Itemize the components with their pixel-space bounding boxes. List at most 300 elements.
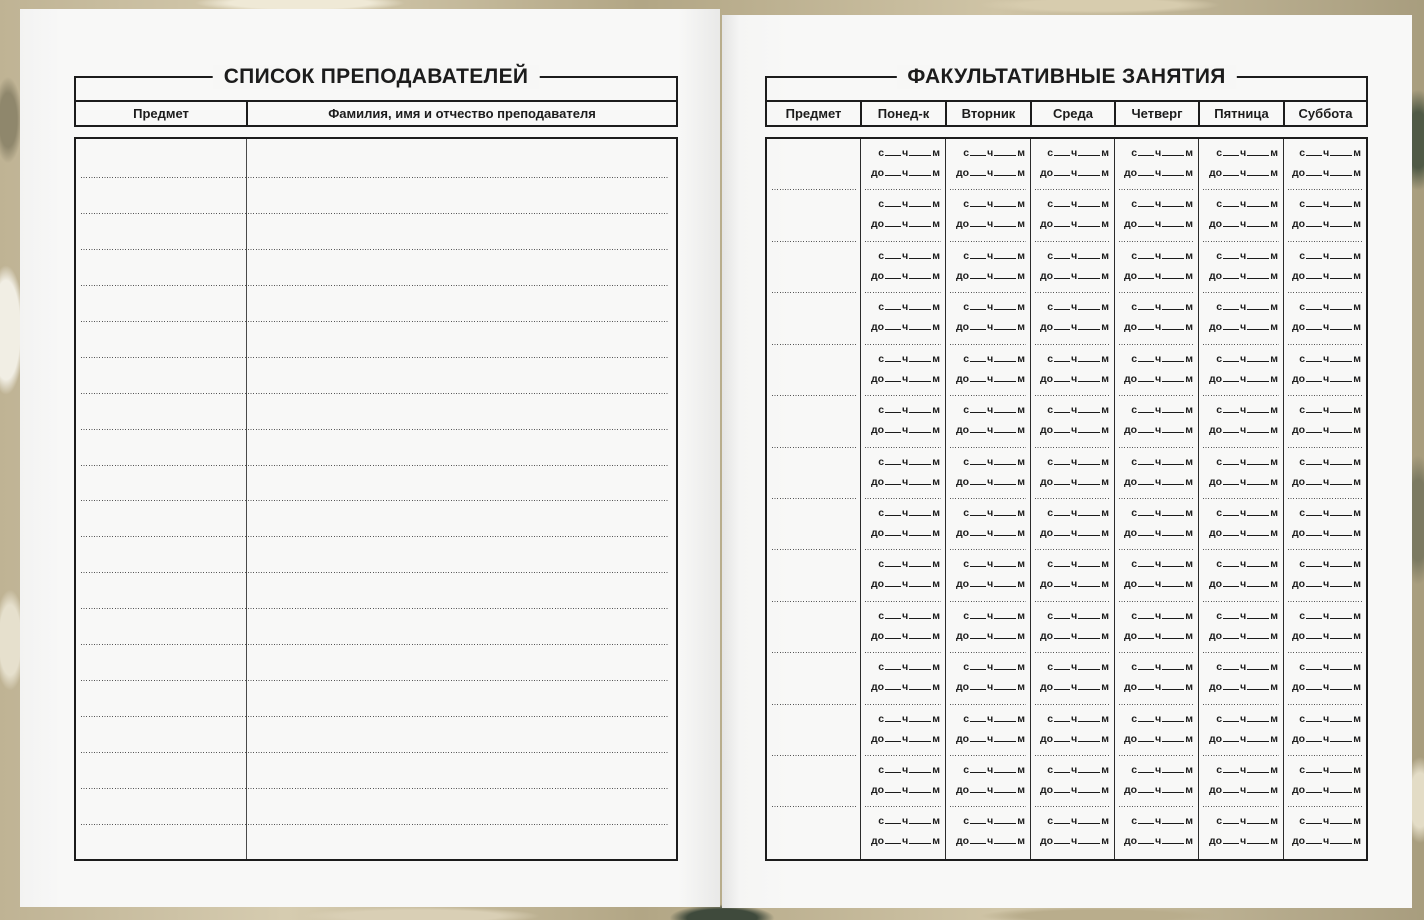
minutes-blank (1330, 823, 1352, 824)
time-slot-cell (1114, 705, 1198, 756)
end-prefix: до (1040, 784, 1054, 797)
time-slot-cell (1198, 602, 1283, 653)
end-prefix: до (956, 578, 970, 591)
hours-blank (1138, 741, 1154, 742)
hours-label: ч (987, 732, 994, 745)
minutes-blank (909, 535, 931, 536)
teacher-row-name (247, 645, 676, 681)
hours-label: ч (1071, 198, 1078, 211)
minutes-label: м (1017, 167, 1025, 179)
teacher-row-subject (76, 789, 247, 825)
minutes-label: м (1185, 558, 1193, 571)
hours-label: ч (1240, 558, 1247, 571)
hours-label: ч (1071, 218, 1078, 231)
start-prefix: с (1216, 352, 1223, 365)
start-time-line (1199, 452, 1278, 472)
hours-label: ч (1071, 558, 1078, 571)
start-prefix: с (1216, 301, 1223, 314)
hours-blank (1223, 155, 1239, 156)
hours-label: ч (1323, 558, 1330, 571)
time-slot-cell (1198, 139, 1283, 190)
hours-blank (1054, 618, 1070, 619)
hours-label: ч (1071, 712, 1078, 725)
minutes-label: м (1185, 815, 1193, 828)
hours-label: ч (1071, 661, 1078, 674)
end-time-line (1284, 831, 1361, 851)
hours-blank (1223, 669, 1239, 670)
hours-blank (1054, 206, 1070, 207)
minutes-label: м (1017, 218, 1025, 231)
teachers-column-headers (76, 100, 676, 125)
start-time-line (1284, 554, 1361, 574)
minutes-label: м (1101, 147, 1109, 159)
minutes-label: м (1185, 661, 1193, 674)
end-prefix: до (1292, 475, 1306, 488)
minutes-label: м (932, 558, 940, 571)
hours-label: ч (1323, 609, 1330, 622)
hours-blank (885, 823, 901, 824)
end-prefix: до (1209, 218, 1223, 231)
time-slot-cell (1030, 653, 1114, 704)
end-time-line (1031, 163, 1109, 183)
minutes-blank (1162, 432, 1184, 433)
minutes-label: м (1101, 475, 1109, 488)
end-prefix: до (1040, 681, 1054, 694)
minutes-label: м (1270, 609, 1278, 622)
hours-label: ч (1240, 218, 1247, 231)
start-time-line (1199, 143, 1278, 163)
end-prefix: до (1124, 526, 1138, 539)
hours-blank (1306, 669, 1322, 670)
teacher-row-name (247, 825, 676, 859)
start-prefix: с (1047, 609, 1054, 622)
optional-class-row (767, 602, 1366, 653)
start-time-line (946, 246, 1025, 266)
minutes-label: м (1270, 578, 1278, 591)
hours-blank (1223, 329, 1239, 330)
hours-blank (1138, 226, 1154, 227)
minutes-label: м (932, 526, 940, 539)
hours-label: ч (1155, 424, 1162, 437)
minutes-label: м (1353, 475, 1361, 488)
minutes-blank (1330, 381, 1352, 382)
end-time-line (861, 729, 940, 749)
time-slot-cell (1114, 653, 1198, 704)
minutes-label: м (1270, 167, 1278, 179)
minutes-blank (1162, 329, 1184, 330)
start-time-line (1199, 760, 1278, 780)
start-prefix: с (1299, 661, 1306, 674)
minutes-label: м (932, 609, 940, 622)
end-prefix: до (1040, 629, 1054, 642)
hours-label: ч (987, 404, 994, 417)
minutes-blank (1330, 772, 1352, 773)
minutes-label: м (1101, 629, 1109, 642)
start-time-line (861, 554, 940, 574)
hours-blank (885, 843, 901, 844)
start-time-line (861, 400, 940, 420)
hours-label: ч (1240, 764, 1247, 777)
hours-blank (1223, 689, 1239, 690)
minutes-label: м (1270, 352, 1278, 365)
hours-blank (885, 618, 901, 619)
start-time-line (1199, 194, 1278, 214)
end-prefix: до (956, 681, 970, 694)
hours-blank (885, 721, 901, 722)
start-prefix: с (1216, 712, 1223, 725)
minutes-blank (994, 464, 1016, 465)
hours-blank (1223, 843, 1239, 844)
time-slot-cell (860, 139, 945, 190)
end-time-line (1031, 266, 1109, 286)
minutes-label: м (1017, 404, 1025, 417)
hours-blank (970, 586, 986, 587)
minutes-label: м (932, 269, 940, 282)
hours-label: ч (1071, 147, 1078, 159)
end-time-line (1115, 317, 1193, 337)
start-time-line (1115, 657, 1193, 677)
column-header-monday: Понед-к (860, 102, 945, 125)
end-time-line (1199, 574, 1278, 594)
start-time-line (861, 709, 940, 729)
minutes-label: м (1017, 578, 1025, 591)
minutes-label: м (932, 681, 940, 694)
minutes-blank (1162, 792, 1184, 793)
minutes-blank (1078, 361, 1100, 362)
end-prefix: до (871, 784, 885, 797)
minutes-label: м (1270, 526, 1278, 539)
time-slot-cell (860, 705, 945, 756)
end-prefix: до (1040, 732, 1054, 745)
start-time-line (946, 143, 1025, 163)
end-prefix: до (1292, 526, 1306, 539)
start-prefix: с (1216, 815, 1223, 828)
minutes-label: м (1101, 301, 1109, 314)
end-prefix: до (1124, 681, 1138, 694)
teacher-row-subject (76, 825, 247, 859)
hours-label: ч (902, 558, 909, 571)
hours-blank (1223, 535, 1239, 536)
end-prefix: до (1124, 732, 1138, 745)
column-header-subject: Предмет (785, 106, 842, 121)
start-time-line (861, 349, 940, 369)
minutes-blank (994, 669, 1016, 670)
end-time-line (1284, 266, 1361, 286)
hours-label: ч (1155, 712, 1162, 725)
start-time-line (1115, 811, 1193, 831)
time-slot-cell (1198, 448, 1283, 499)
start-time-line (1031, 811, 1109, 831)
start-prefix: с (1131, 198, 1138, 211)
hours-label: ч (902, 269, 909, 282)
minutes-label: м (1185, 249, 1193, 262)
hours-label: ч (987, 661, 994, 674)
start-time-line (861, 297, 940, 317)
end-prefix: до (871, 218, 885, 231)
minutes-blank (1162, 772, 1184, 773)
hours-blank (885, 412, 901, 413)
hours-label: ч (902, 732, 909, 745)
end-prefix: до (1209, 732, 1223, 745)
minutes-label: м (1185, 712, 1193, 725)
hours-label: ч (1240, 712, 1247, 725)
end-prefix: до (1124, 321, 1138, 334)
end-time-line (1284, 626, 1361, 646)
time-slot-cell (1283, 448, 1366, 499)
hours-label: ч (1323, 404, 1330, 417)
minutes-label: м (1185, 681, 1193, 694)
minutes-label: м (1353, 269, 1361, 282)
end-time-line (1115, 266, 1193, 286)
teacher-row-name (247, 537, 676, 573)
end-prefix: до (1040, 475, 1054, 488)
end-time-line (1115, 523, 1193, 543)
time-slot-cell (1283, 396, 1366, 447)
minutes-label: м (1185, 506, 1193, 519)
time-slot-cell (860, 499, 945, 550)
hours-label: ч (1155, 661, 1162, 674)
hours-label: ч (902, 506, 909, 519)
teacher-row-subject (76, 358, 247, 394)
start-prefix: с (1131, 506, 1138, 519)
end-time-line (1115, 574, 1193, 594)
hours-blank (1223, 175, 1239, 176)
time-slot-cell (945, 396, 1030, 447)
hours-blank (1223, 566, 1239, 567)
minutes-label: м (1353, 732, 1361, 745)
hours-blank (1138, 823, 1154, 824)
optional-class-subject (767, 807, 860, 858)
optional-classes-title: ФАКУЛЬТАТИВНЫЕ ЗАНЯТИЯ (896, 65, 1236, 89)
start-prefix: с (963, 404, 970, 417)
hours-blank (970, 226, 986, 227)
hours-blank (1054, 535, 1070, 536)
minutes-blank (1330, 843, 1352, 844)
minutes-blank (909, 669, 931, 670)
column-header-wednesday: Среда (1030, 102, 1114, 125)
teacher-row-name (247, 250, 676, 286)
teachers-title: СПИСОК ПРЕПОДАВАТЕЛЕЙ (213, 65, 540, 89)
time-slot-cell (860, 396, 945, 447)
teacher-row-subject (76, 537, 247, 573)
minutes-label: м (1353, 218, 1361, 231)
hours-label: ч (1155, 321, 1162, 334)
minutes-label: м (1185, 764, 1193, 777)
start-prefix: с (1047, 712, 1054, 725)
time-slot-cell (1030, 242, 1114, 293)
hours-label: ч (987, 784, 994, 797)
minutes-blank (1162, 464, 1184, 465)
time-slot-cell (945, 653, 1030, 704)
minutes-blank (1247, 412, 1269, 413)
hours-blank (970, 823, 986, 824)
hours-label: ч (902, 218, 909, 231)
minutes-blank (1078, 155, 1100, 156)
hours-blank (1306, 689, 1322, 690)
end-prefix: до (1209, 372, 1223, 385)
hours-label: ч (1155, 629, 1162, 642)
start-time-line (1115, 400, 1193, 420)
teacher-row-name (247, 322, 676, 358)
hours-blank (1054, 432, 1070, 433)
end-prefix: до (1124, 424, 1138, 437)
hours-label: ч (902, 609, 909, 622)
time-slot-cell (945, 705, 1030, 756)
hours-label: ч (1323, 198, 1330, 211)
time-slot-cell (1030, 499, 1114, 550)
minutes-label: м (1101, 321, 1109, 334)
minutes-label: м (1017, 269, 1025, 282)
end-prefix: до (1040, 424, 1054, 437)
teacher-row-name (247, 789, 676, 825)
hours-label: ч (1071, 321, 1078, 334)
end-time-line (1284, 420, 1361, 440)
start-prefix: с (878, 147, 885, 159)
end-time-line (1115, 420, 1193, 440)
hours-blank (1138, 309, 1154, 310)
hours-blank (1138, 638, 1154, 639)
hours-label: ч (1240, 815, 1247, 828)
end-prefix: до (956, 321, 970, 334)
minutes-blank (1247, 843, 1269, 844)
teacher-row-name (247, 717, 676, 753)
minutes-blank (994, 792, 1016, 793)
end-prefix: до (956, 167, 970, 179)
start-prefix: с (963, 249, 970, 262)
start-time-line (1284, 400, 1361, 420)
minutes-label: м (1101, 372, 1109, 385)
optional-class-row (767, 448, 1366, 499)
start-time-line (1115, 760, 1193, 780)
minutes-blank (994, 278, 1016, 279)
hours-blank (1138, 566, 1154, 567)
end-time-line (946, 729, 1025, 749)
hours-label: ч (1155, 578, 1162, 591)
time-slot-cell (945, 807, 1030, 858)
end-time-line (1115, 831, 1193, 851)
time-slot-cell (1030, 448, 1114, 499)
start-prefix: с (878, 609, 885, 622)
start-prefix: с (878, 404, 885, 417)
minutes-blank (1078, 309, 1100, 310)
hours-label: ч (1155, 815, 1162, 828)
minutes-label: м (932, 249, 940, 262)
minutes-blank (909, 772, 931, 773)
minutes-label: м (932, 301, 940, 314)
minutes-label: м (1017, 147, 1025, 159)
time-slot-cell (1030, 139, 1114, 190)
hours-blank (885, 515, 901, 516)
hours-label: ч (1323, 424, 1330, 437)
time-slot-cell (945, 756, 1030, 807)
column-header-subject: Предмет (133, 106, 189, 121)
hours-label: ч (1240, 147, 1247, 159)
hours-blank (1306, 484, 1322, 485)
hours-label: ч (1240, 661, 1247, 674)
hours-blank (1306, 741, 1322, 742)
minutes-blank (1330, 309, 1352, 310)
start-time-line (1199, 297, 1278, 317)
time-slot-cell (1114, 448, 1198, 499)
hours-blank (1306, 721, 1322, 722)
start-prefix: с (1216, 404, 1223, 417)
minutes-label: м (1270, 835, 1278, 848)
column-header-saturday: Суббота (1283, 102, 1366, 125)
start-prefix: с (963, 764, 970, 777)
minutes-blank (1330, 586, 1352, 587)
hours-label: ч (987, 629, 994, 642)
hours-label: ч (902, 712, 909, 725)
minutes-blank (1162, 843, 1184, 844)
teacher-row (76, 681, 676, 717)
start-prefix: с (878, 301, 885, 314)
minutes-blank (1247, 515, 1269, 516)
start-prefix: с (1216, 558, 1223, 571)
minutes-label: м (1270, 269, 1278, 282)
end-prefix: до (1040, 835, 1054, 848)
end-time-line (1199, 266, 1278, 286)
hours-blank (1138, 361, 1154, 362)
time-slot-cell (1114, 602, 1198, 653)
minutes-blank (994, 206, 1016, 207)
time-slot-cell (1198, 345, 1283, 396)
hours-blank (1054, 586, 1070, 587)
hours-label: ч (1240, 249, 1247, 262)
start-prefix: с (963, 815, 970, 828)
start-prefix: с (878, 455, 885, 468)
start-time-line (1115, 503, 1193, 523)
minutes-blank (909, 206, 931, 207)
teacher-row-name (247, 466, 676, 502)
time-slot-cell (860, 293, 945, 344)
minutes-label: м (1185, 629, 1193, 642)
start-prefix: с (878, 558, 885, 571)
minutes-label: м (1185, 147, 1193, 159)
hours-label: ч (1240, 352, 1247, 365)
minutes-blank (1247, 792, 1269, 793)
optional-class-subject (767, 653, 860, 704)
start-time-line (1115, 709, 1193, 729)
start-prefix: с (1047, 249, 1054, 262)
optional-class-subject (767, 242, 860, 293)
start-prefix: с (1299, 764, 1306, 777)
minutes-blank (994, 515, 1016, 516)
end-time-line (1284, 729, 1361, 749)
hours-label: ч (1240, 506, 1247, 519)
start-time-line (1031, 606, 1109, 626)
minutes-blank (1330, 618, 1352, 619)
hours-label: ч (1240, 424, 1247, 437)
end-prefix: до (1124, 578, 1138, 591)
hours-label: ч (1155, 558, 1162, 571)
hours-blank (1306, 792, 1322, 793)
minutes-label: м (1017, 661, 1025, 674)
hours-label: ч (902, 301, 909, 314)
minutes-label: м (1270, 506, 1278, 519)
end-time-line (1284, 317, 1361, 337)
start-prefix: с (1047, 352, 1054, 365)
hours-blank (1306, 155, 1322, 156)
hours-label: ч (987, 321, 994, 334)
time-slot-cell (1030, 756, 1114, 807)
minutes-label: м (932, 167, 940, 179)
end-time-line (1199, 677, 1278, 697)
minutes-label: м (932, 424, 940, 437)
minutes-blank (1330, 432, 1352, 433)
minutes-label: м (932, 506, 940, 519)
minutes-blank (1162, 484, 1184, 485)
hours-blank (885, 741, 901, 742)
